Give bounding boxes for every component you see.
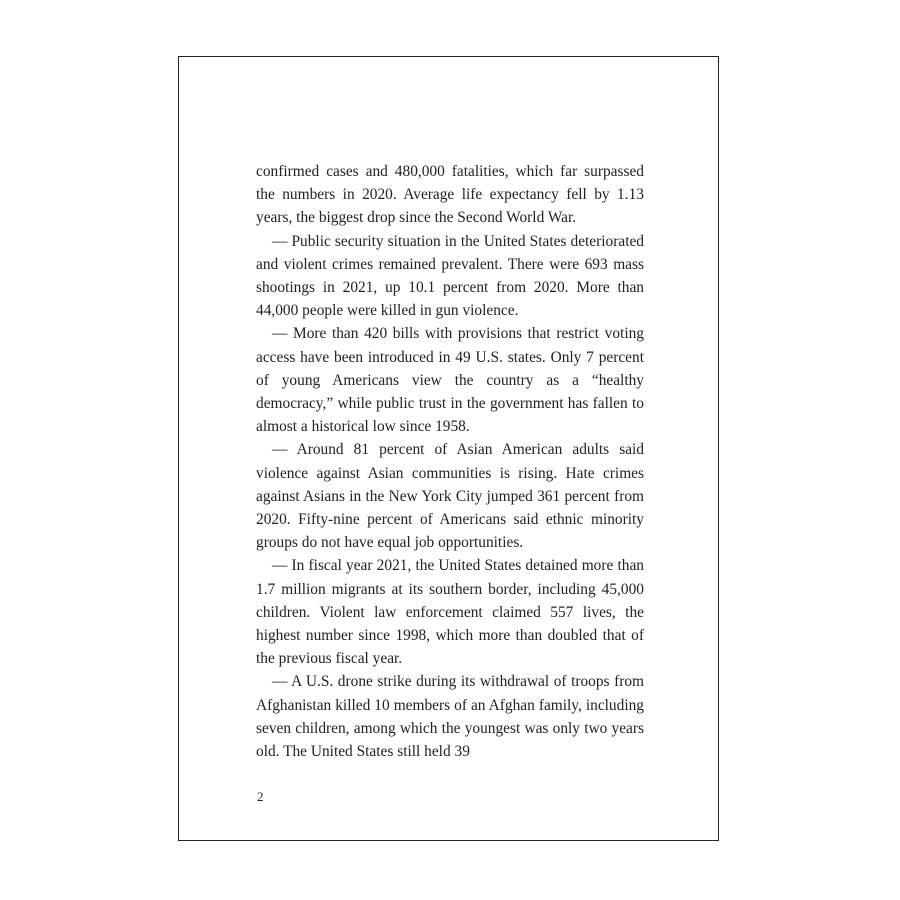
paragraph-covid-continuation: confirmed cases and 480,000 fatalities, which far surpassed the numbers in 2020. Average life expectancy fell by 1.13 years, the biggest drop since the Second World War. xyxy=(256,163,644,227)
paragraph-drone-strike: — A U.S. drone strike during its withdrawal of troops from Afghanistan killed 10 members of an Afghan family, including seven children, among which the youngest was only two years old. The United States still held 39 xyxy=(256,673,644,761)
body-text xyxy=(256,160,644,763)
document-page xyxy=(178,56,719,841)
paragraph-voting-access: — More than 420 bills with provisions that restrict voting access have been introduced in 49 U.S. states. Only 7 percent of young Americans view the country as a “healthy democracy,” while public trust in the government has fallen to almost a historical low since 1958. xyxy=(256,325,644,436)
page-number: 2 xyxy=(257,789,264,804)
paragraph-migrants: — In fiscal year 2021, the United States detained more than 1.7 million migrants at its southern border, including 45,000 children. Violent law enforcement claimed 557 lives, the highest number since 1998, which more than doubled that of the previous fiscal year. xyxy=(256,557,644,668)
paragraph-public-security: — Public security situation in the United States deteriorated and violent crimes remained prevalent. There were 693 mass shootings in 2021, up 10.1 percent from 2020. More than 44,000 people were killed in gun violence. xyxy=(256,232,644,320)
paragraph-asian-americans: — Around 81 percent of Asian American adults said violence against Asian communities is rising. Hate crimes against Asians in the New York City jumped 361 percent from 2020. Fifty-nine percent of Americans said ethnic minority groups do not have equal job opportunities. xyxy=(256,441,644,552)
